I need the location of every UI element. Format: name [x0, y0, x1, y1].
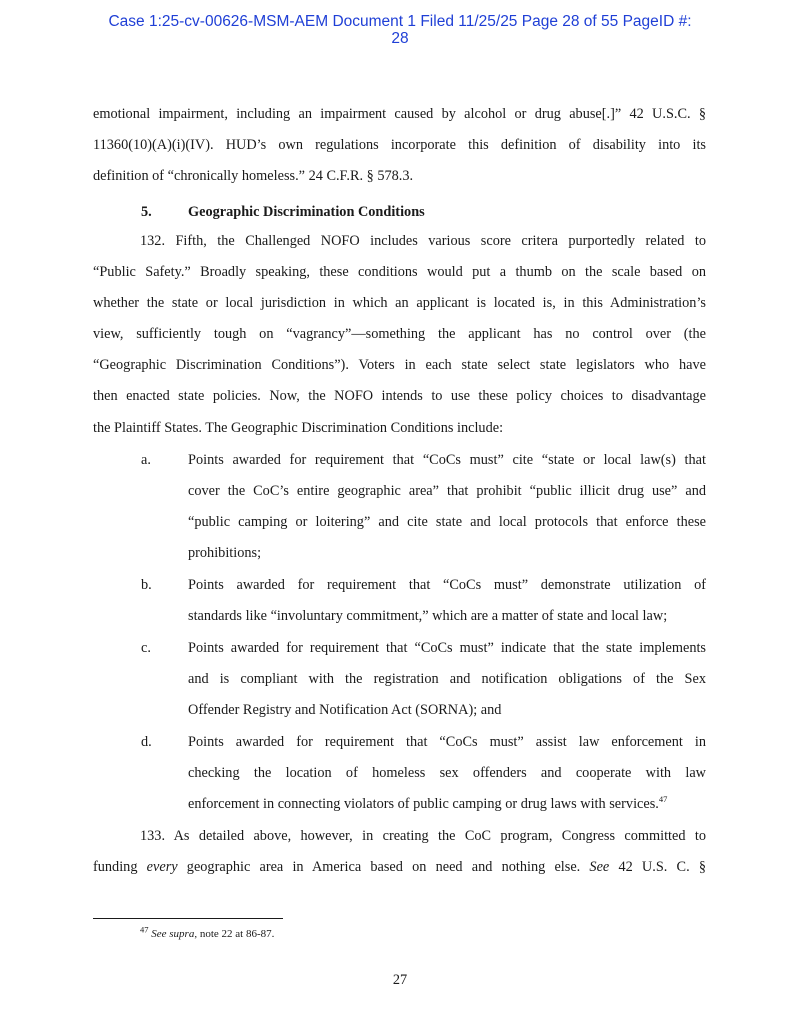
para-132-line: “Public Safety.” Broadly speaking, these conditions would put a thumb on the scale based on [93, 264, 706, 280]
para-133-line: 133. As detailed above, however, in creating the CoC program, Congress committed to [140, 828, 706, 844]
footnote [140, 924, 275, 941]
footnote-number: 47 [140, 924, 149, 935]
case-header [0, 13, 800, 47]
para-132-line: the Plaintiff States. The Geographic Discrimination Conditions include: [93, 420, 504, 436]
list-item-letter: d. [141, 734, 152, 750]
emphasis-every: every [146, 859, 178, 875]
para-132-line: view, sufficiently tough on “vagrancy”—something the applicant has no control over (the [93, 326, 706, 342]
list-item-line: Points awarded for requirement that “CoCs must” indicate that the state implements [188, 640, 706, 656]
list-item-line: Offender Registry and Notification Act (SORNA); and [188, 702, 502, 718]
para-133-line [93, 859, 706, 875]
list-item-line: prohibitions; [188, 545, 262, 561]
section-number: 5. [141, 204, 152, 220]
intro-line: 11360(10)(A)(i)(IV). HUD’s own regulations incorporate this definition of disability into its [93, 137, 706, 153]
page-number: 27 [392, 972, 408, 988]
document-number: Document 1 [332, 13, 417, 30]
pageid-number: 28 [391, 30, 409, 47]
list-item-line: “public camping or loitering” and cite state and local protocols that enforce these [188, 514, 706, 530]
para-133-text: 42 U.S. C. § [609, 859, 706, 875]
para-133-text: geographic area in America based on need and nothing else. [177, 859, 590, 875]
para-132-line: “Geographic Discrimination Conditions”). Voters in each state select state legislators who have [93, 357, 706, 373]
list-item-line: Points awarded for requirement that “CoCs must” assist law enforcement in [188, 734, 706, 750]
list-item-line: standards like “involuntary commitment,” which are a matter of state and local law; [188, 608, 668, 624]
list-item-line [188, 796, 706, 812]
footnote-text: , note 22 at 86-87. [194, 928, 275, 940]
citation-signal-see: See [589, 859, 610, 875]
para-132-line: 132. Fifth, the Challenged NOFO includes various score critera purportedly related to [140, 233, 706, 249]
list-item-line: and is compliant with the registration and notification obligations of the Sex [188, 671, 706, 687]
filed-date: Filed 11/25/25 [420, 13, 518, 30]
footnote-divider [93, 918, 283, 919]
footnote-see-supra: See supra [151, 928, 195, 940]
list-item-letter: b. [141, 577, 152, 593]
list-item-line: cover the CoC’s entire geographic area” that prohibit “public illicit drug use” and [188, 483, 706, 499]
para-132-line: then enacted state policies. Now, the NOFO intends to use these policy choices to disadvantage [93, 388, 706, 404]
case-header-line [0, 13, 800, 30]
list-item-line: Points awarded for requirement that “CoCs must” cite “state or local law(s) that [188, 452, 706, 468]
list-item-line: checking the location of homeless sex offenders and cooperate with law [188, 765, 706, 781]
list-item-text: enforcement in connecting violators of public camping or drug laws with services. [188, 796, 659, 812]
case-number: Case 1:25-cv-00626-MSM-AEM [108, 13, 329, 30]
footnote-reference[interactable]: 47 [658, 794, 668, 805]
list-item-line: Points awarded for requirement that “CoCs must” demonstrate utilization of [188, 577, 706, 593]
list-item-letter: a. [141, 452, 151, 468]
page-of: Page 28 of 55 PageID #: [521, 13, 692, 30]
para-133-text: funding [93, 859, 147, 875]
intro-line: emotional impairment, including an impairment caused by alcohol or drug abuse[.]” 42 U.S.C. § [93, 106, 706, 122]
list-item-letter: c. [141, 640, 151, 656]
intro-line: definition of “chronically homeless.” 24 C.F.R. § 578.3. [93, 168, 414, 184]
section-heading: Geographic Discrimination Conditions [188, 204, 425, 220]
para-132-line: whether the state or local jurisdiction in which an applicant is located is, in this Administration’s [93, 295, 706, 311]
